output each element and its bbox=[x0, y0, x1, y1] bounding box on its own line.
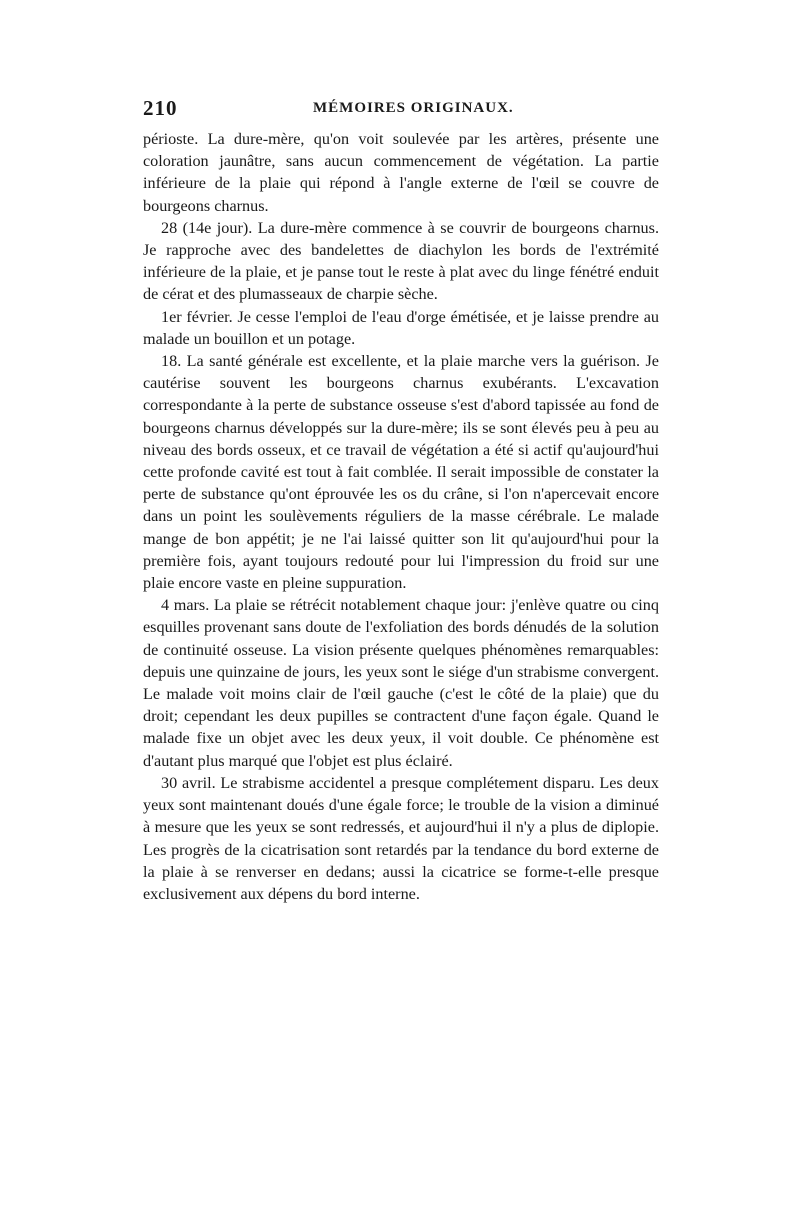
paragraph: périoste. La dure-mère, qu'on voit soulevée par les artères, présente une coloration jaunâtre, sans aucun commencement de végétation. La partie inférieure de la plaie qui répond à l'angle externe de l'œil se couvre de bourgeons charnus. bbox=[143, 130, 659, 215]
page-number: 210 bbox=[143, 96, 178, 120]
paragraph: 28 (14e jour). La dure-mère commence à se couvrir de bourgeons charnus. Je rapproche avec des bandelettes de diachylon les bords de l'extrémité inférieure de la plaie, et je panse tout le reste à plat avec du linge fénétré enduit de cérat et des plumasseaux de charpie sèche. bbox=[143, 218, 659, 304]
paragraph: 1er février. Je cesse l'emploi de l'eau d'orge émétisée, et je laisse prendre au malade un bouillon et un potage. bbox=[143, 307, 659, 348]
running-head: MÉMOIRES ORIGINAUX. bbox=[313, 100, 514, 116]
paragraph: 30 avril. Le strabisme accidentel a presque complétement disparu. Les deux yeux sont maintenant doués d'une égale force; le trouble de la vision a diminué à mesure que les yeux se sont redressés, et aujourd'hui il n'y a plus de diplopie. Les progrès de la cicatrisation sont retardés par la tendance du bord externe de la plaie à se renverser en dedans; aussi la cicatrice se forme-t-elle presque exclusivement aux dépens du bord interne. bbox=[143, 773, 659, 903]
body-text bbox=[143, 128, 659, 905]
page-header bbox=[143, 96, 659, 126]
paragraph: 4 mars. La plaie se rétrécit notablement chaque jour: j'enlève quatre ou cinq esquilles provenant sans doute de l'exfoliation des bords dénudés de la solution de continuité osseuse. La vision présente quelques phénomènes remarquables: depuis une quinzaine de jours, les yeux sont le siége d'un strabisme convergent. Le malade voit moins clair de l'œil gauche (c'est le côté de la plaie) que du droit; cependant les deux pupilles se contractent d'une façon égale. Quand le malade fixe un objet avec les deux yeux, il voit double. Ce phénomène est d'autant plus marqué que l'objet est plus éclairé. bbox=[143, 596, 659, 770]
document-page bbox=[143, 96, 659, 1176]
paragraph: 18. La santé générale est excellente, et la plaie marche vers la guérison. Je cautérise souvent les bourgeons charnus exubérants. L'excavation correspondante à la perte de substance osseuse s'est d'abord tapissée au fond de bourgeons charnus développés sur la dure-mère; ils se sont élevés peu à peu au niveau des bords osseux, et ce travail de végétation a été si actif qu'aujourd'hui cette profonde cavité est tout à fait comblée. Il serait impossible de constater la perte de substance qu'ont éprouvée les os du crâne, si l'on n'apercevait encore dans un point les soulèvements réguliers de la masse cérébrale. Le malade mange de bon appétit; je ne l'ai laissé quitter son lit qu'aujourd'hui pour la première fois, ayant toujours redouté pour lui l'impression du froid sur une plaie encore vaste en pleine suppuration. bbox=[143, 352, 659, 593]
